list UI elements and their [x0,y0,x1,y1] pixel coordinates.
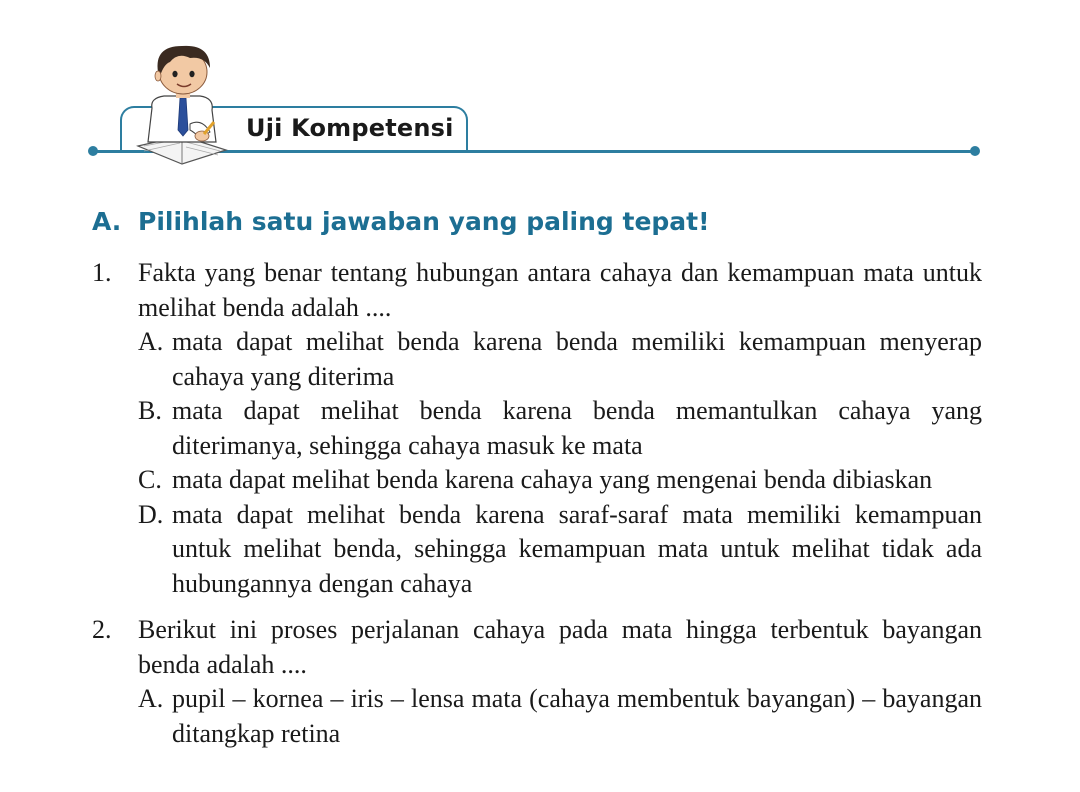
option-text: mata dapat melihat benda karena benda memantulkan cahaya yang diterimanya, sehingga cahaya masuk ke mata [172,396,982,460]
question-1 [92,256,982,601]
question-number: 2. [92,615,112,644]
rule-left-dot [88,146,98,156]
option-text: mata dapat melihat benda karena cahaya yang mengenai benda dibiaskan [172,465,933,494]
option-c [138,463,982,498]
student-reading-illustration [130,38,240,174]
section-instruction: Pilihlah satu jawaban yang paling tepat! [138,207,710,236]
option-letter: A. [138,327,164,356]
option-text: mata dapat melihat benda karena saraf-saraf mata memiliki kemampuan untuk melihat benda, sehingga kemampuan mata untuk melihat tidak ada hubungannya dengan cahaya [172,499,982,598]
section-letter: A. [92,207,122,236]
option-b [138,394,982,463]
section-title: Uji Kompetensi [246,114,454,142]
option-a [138,682,982,751]
question-list [92,256,982,751]
section-header [0,0,1080,190]
option-d [138,498,982,602]
rule-right-dot [970,146,980,156]
option-letter: D. [138,499,164,529]
question-number: 1. [92,258,112,287]
question-text: Fakta yang benar tentang hubungan antara cahaya dan kemampuan mata untuk melihat benda adalah .... [138,258,982,322]
option-letter: B. [138,396,162,425]
section-heading [92,207,710,236]
option-letter: A. [138,684,164,713]
option-text: mata dapat melihat benda karena benda memiliki kemampuan menyerap cahaya yang diterima [172,327,982,391]
option-a [138,325,982,394]
question-text: Berikut ini proses perjalanan cahaya pada mata hingga terbentuk bayangan benda adalah .... [138,615,982,679]
option-letter: C. [138,465,162,494]
question-2 [92,613,982,751]
option-text: pupil – kornea – iris – lensa mata (cahaya membentuk bayangan) – bayangan ditangkap retina [172,684,982,748]
